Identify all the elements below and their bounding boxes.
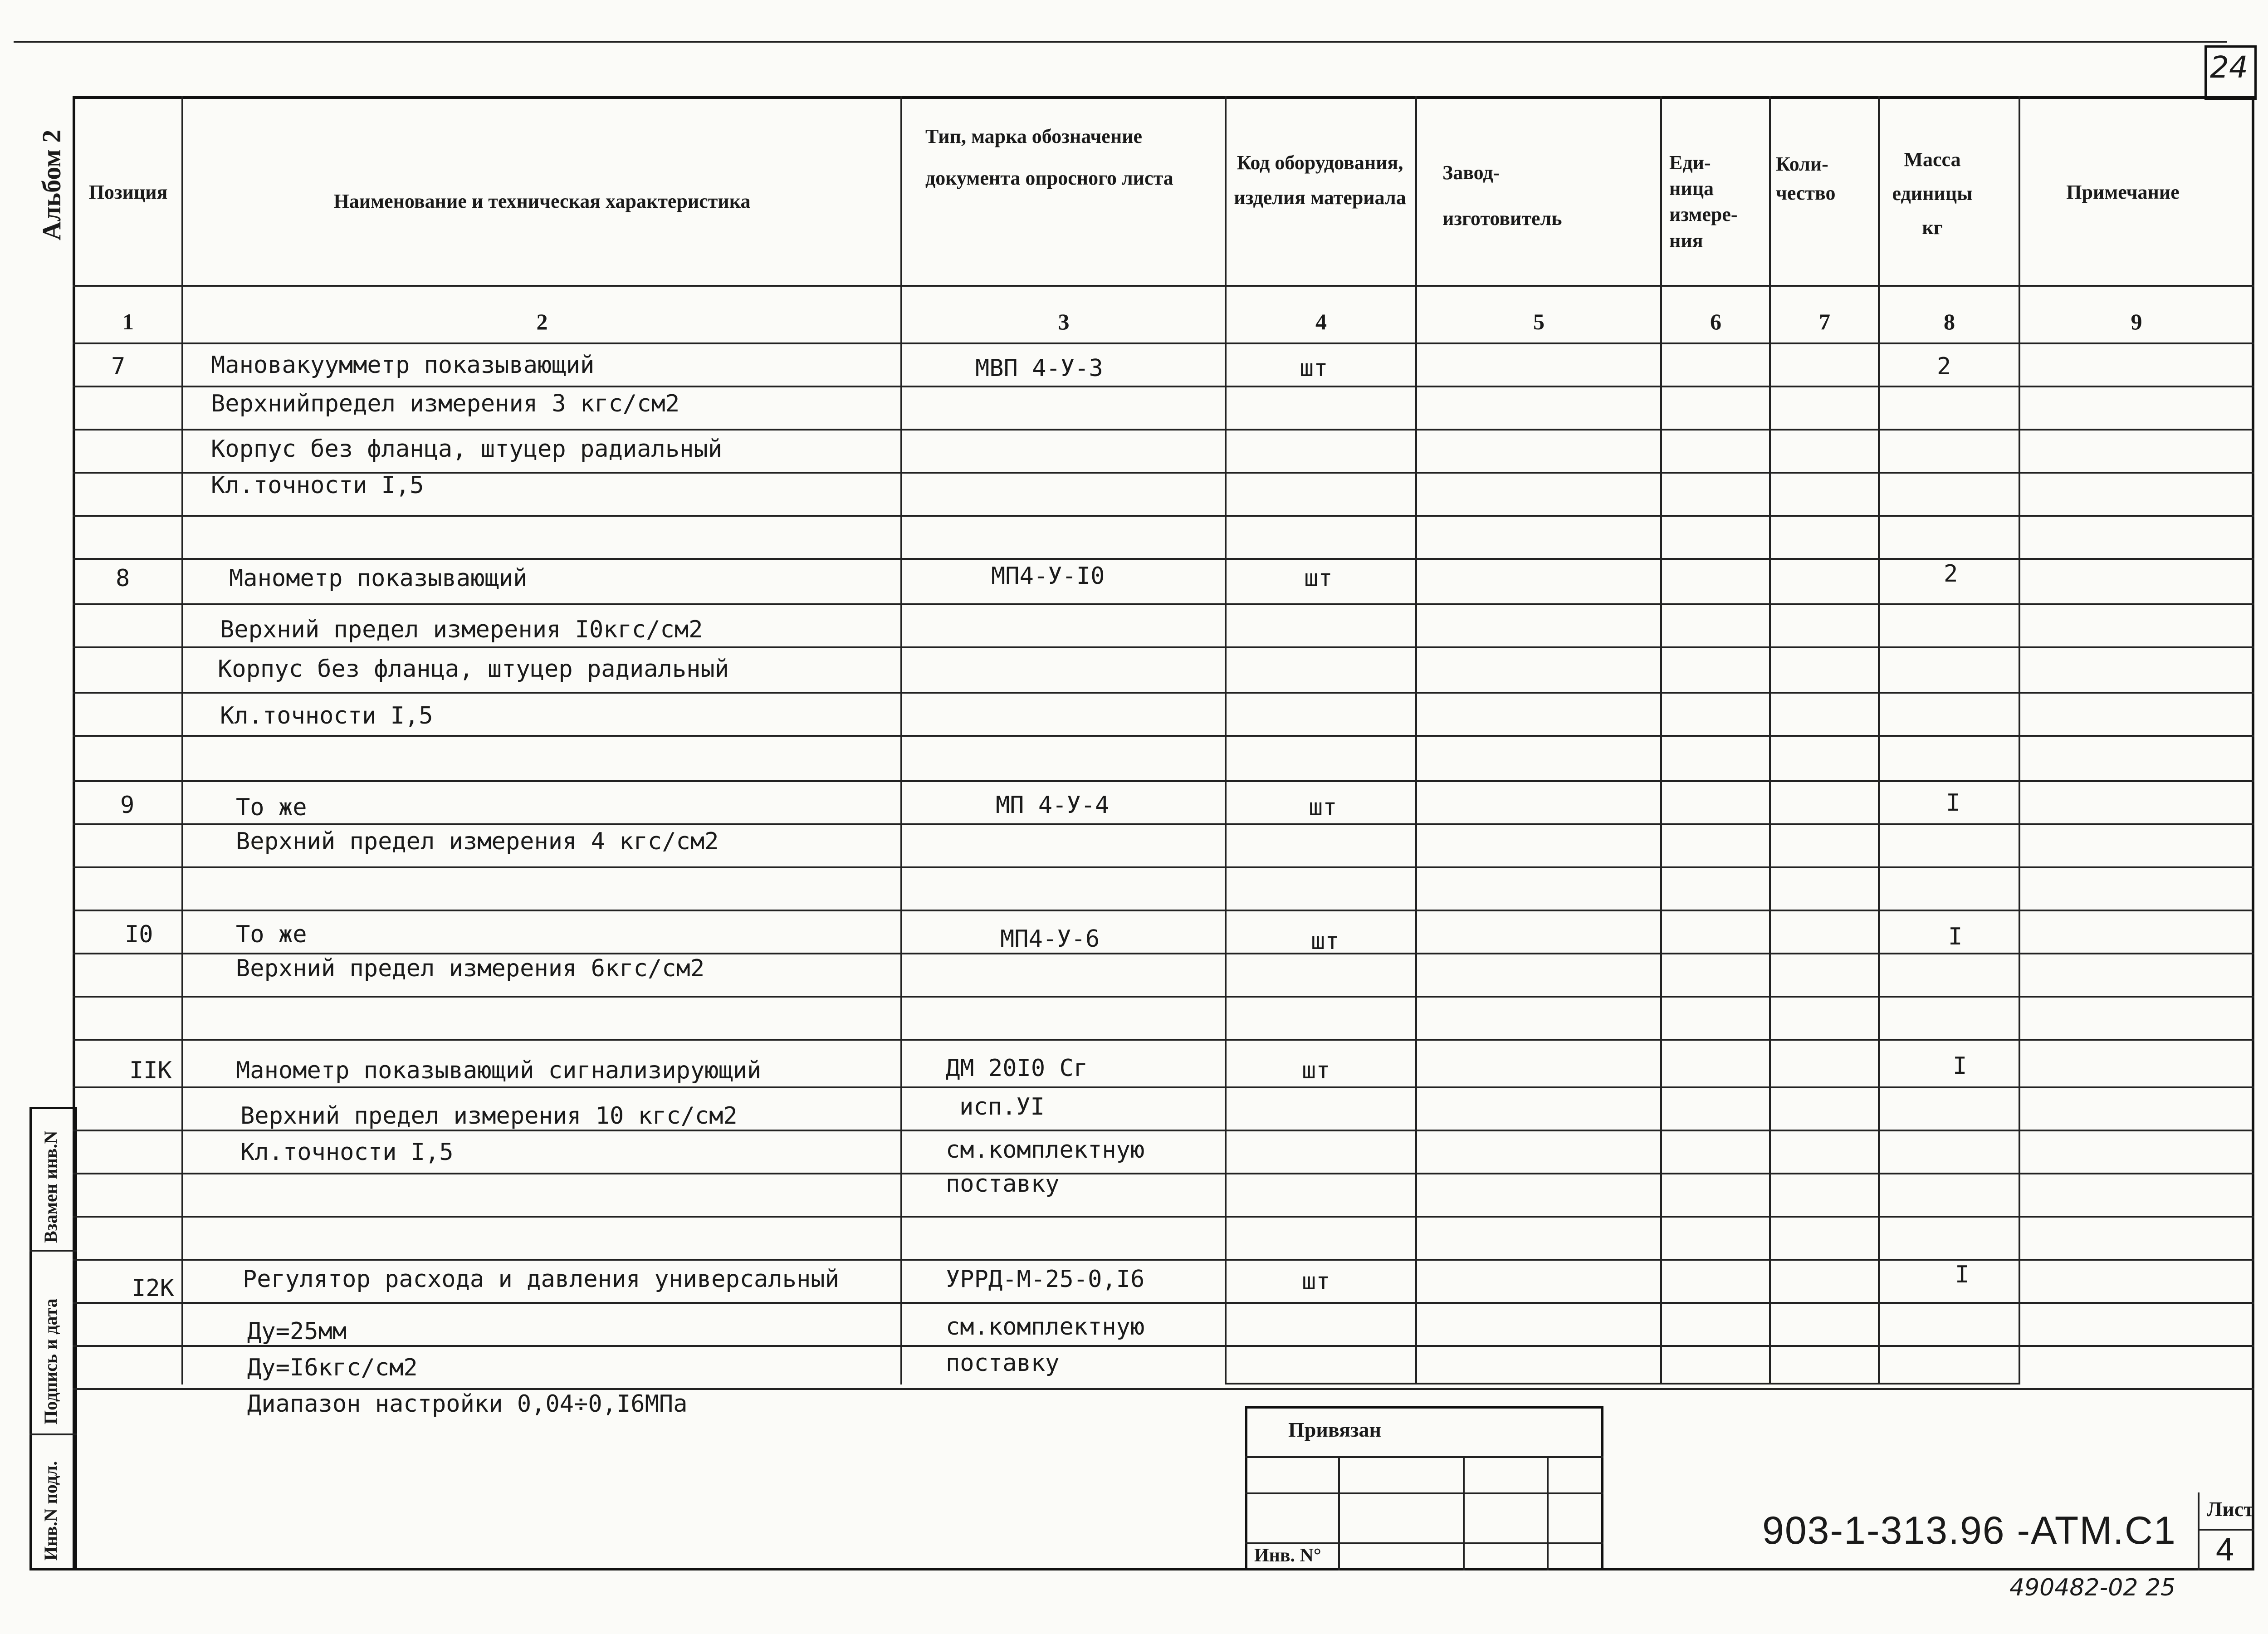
col-num-2: 2 (536, 309, 548, 334)
col-header-type: Тип, марка обозначение документа опросного листа (925, 125, 1173, 190)
cell-qty: I (1948, 923, 1963, 950)
cell-qty: 2 (1937, 353, 1951, 380)
privyazan-label: Привязан (1288, 1418, 1381, 1441)
col-header-mass: Масса единицы кг (1892, 148, 1973, 239)
col-num-9: 9 (2131, 309, 2142, 334)
cell-name: Манометр показывающий (229, 565, 528, 592)
cell-type: исп.УI (959, 1093, 1045, 1120)
col-num-8: 8 (1944, 309, 1955, 334)
cell-name: Верхний предел измерения 4 кгс/см2 (236, 828, 719, 855)
cell-type: поставку (946, 1170, 1060, 1198)
cell-name: То же (236, 921, 307, 948)
cell-qty: I (1946, 789, 1960, 817)
sheet-top-line (14, 41, 2227, 43)
cell-type: МВП 4-У-3 (975, 355, 1103, 382)
document-code: 903-1-313.96 -АТМ.С1 (1762, 1509, 2176, 1552)
cell-type: МП 4-У-4 (996, 792, 1110, 819)
col-num-1: 1 (122, 309, 134, 334)
cell-type: УРРД-М-25-0,I6 (946, 1266, 1145, 1293)
cell-unit: шт (1304, 565, 1333, 592)
col-num-5: 5 (1533, 309, 1545, 334)
cell-unit: шт (1309, 794, 1337, 821)
inv-no-label: Инв. N° (1254, 1545, 1321, 1566)
cell-name: Корпус без фланца, штуцер радиальный (218, 656, 729, 683)
cell-pos: 7 (111, 353, 126, 380)
cell-qty: I (1955, 1261, 1970, 1288)
cell-name: Кл.точности I,5 (220, 702, 433, 729)
cell-pos: I0 (125, 921, 153, 948)
cell-unit: шт (1300, 355, 1328, 382)
cell-pos: 8 (116, 565, 130, 592)
cell-name: Регулятор расхода и давления универсальный (243, 1266, 839, 1293)
cell-name: Кл.точности I,5 (240, 1139, 454, 1166)
cell-unit: шт (1311, 928, 1339, 955)
cell-type: МП4-У-I0 (991, 563, 1105, 590)
col-header-qty: Коли- чество (1776, 153, 1836, 204)
col-header-code: Код оборудования, изделия материала (1234, 152, 1406, 209)
cell-name: Верхний предел измерения I0кгс/см2 (220, 616, 703, 643)
cell-qty: I (1953, 1052, 1967, 1080)
cell-type: ДМ 20I0 Сг (946, 1055, 1088, 1082)
cell-qty: 2 (1944, 560, 1958, 587)
cell-name: Верхний предел измерения 10 кгс/см2 (240, 1102, 738, 1130)
col-header-position: Позиция (88, 181, 168, 203)
inv-original-label: Инв.N подл. (40, 1461, 61, 1561)
cell-name: Кл.точности I,5 (211, 472, 424, 499)
sheet-label: Лист (2207, 1497, 2254, 1521)
cell-pos: IIК (129, 1057, 172, 1084)
cell-pos: I2К (132, 1275, 174, 1302)
cell-name: Верхний предел измерения 6кгс/см2 (236, 955, 705, 982)
cell-name: Манометр показывающий сигнализирующий (236, 1057, 762, 1084)
col-header-note: Примечание (2066, 181, 2180, 203)
col-header-name: Наименование и техническая характеристика (333, 190, 751, 212)
col-header-unit: Еди- ница измере- ния (1669, 152, 1738, 252)
col-num-7: 7 (1819, 309, 1830, 334)
cell-name: То же (236, 794, 307, 821)
signature-date-label: Подпись и дата (40, 1298, 61, 1424)
col-num-3: 3 (1058, 309, 1070, 334)
cell-name: Верхнийпредел измерения 3 кгс/см2 (211, 390, 680, 417)
cell-unit: шт (1302, 1268, 1330, 1295)
col-num-6: 6 (1710, 309, 1721, 334)
cell-unit: шт (1302, 1057, 1330, 1084)
cell-name: Диапазон настройки 0,04÷0,I6МПа (247, 1390, 688, 1418)
album-label: Альбом 2 (37, 129, 66, 240)
cell-name: Ду=I6кгс/см2 (247, 1354, 418, 1381)
cell-name: Мановакуумметр показывающий (211, 352, 595, 379)
archive-number: 490482-02 25 (2009, 1574, 2176, 1601)
cell-type: см.комплектную (946, 1313, 1145, 1340)
cell-type: поставку (946, 1350, 1060, 1377)
sheet-number: 4 (2216, 1531, 2235, 1568)
cell-name: Корпус без фланца, штуцер радиальный (211, 435, 723, 463)
col-num-4: 4 (1315, 309, 1327, 334)
col-header-manufacturer: Завод- изготовитель (1442, 161, 1562, 230)
cell-pos: 9 (120, 792, 135, 819)
cell-type: МП4-У-6 (1000, 925, 1100, 953)
sheet-corner-number: 24 (2210, 50, 2248, 85)
inv-replaced-label: Взамен инв.N (40, 1130, 61, 1243)
cell-name: Ду=25мм (247, 1318, 347, 1345)
cell-type: см.комплектную (946, 1136, 1145, 1164)
